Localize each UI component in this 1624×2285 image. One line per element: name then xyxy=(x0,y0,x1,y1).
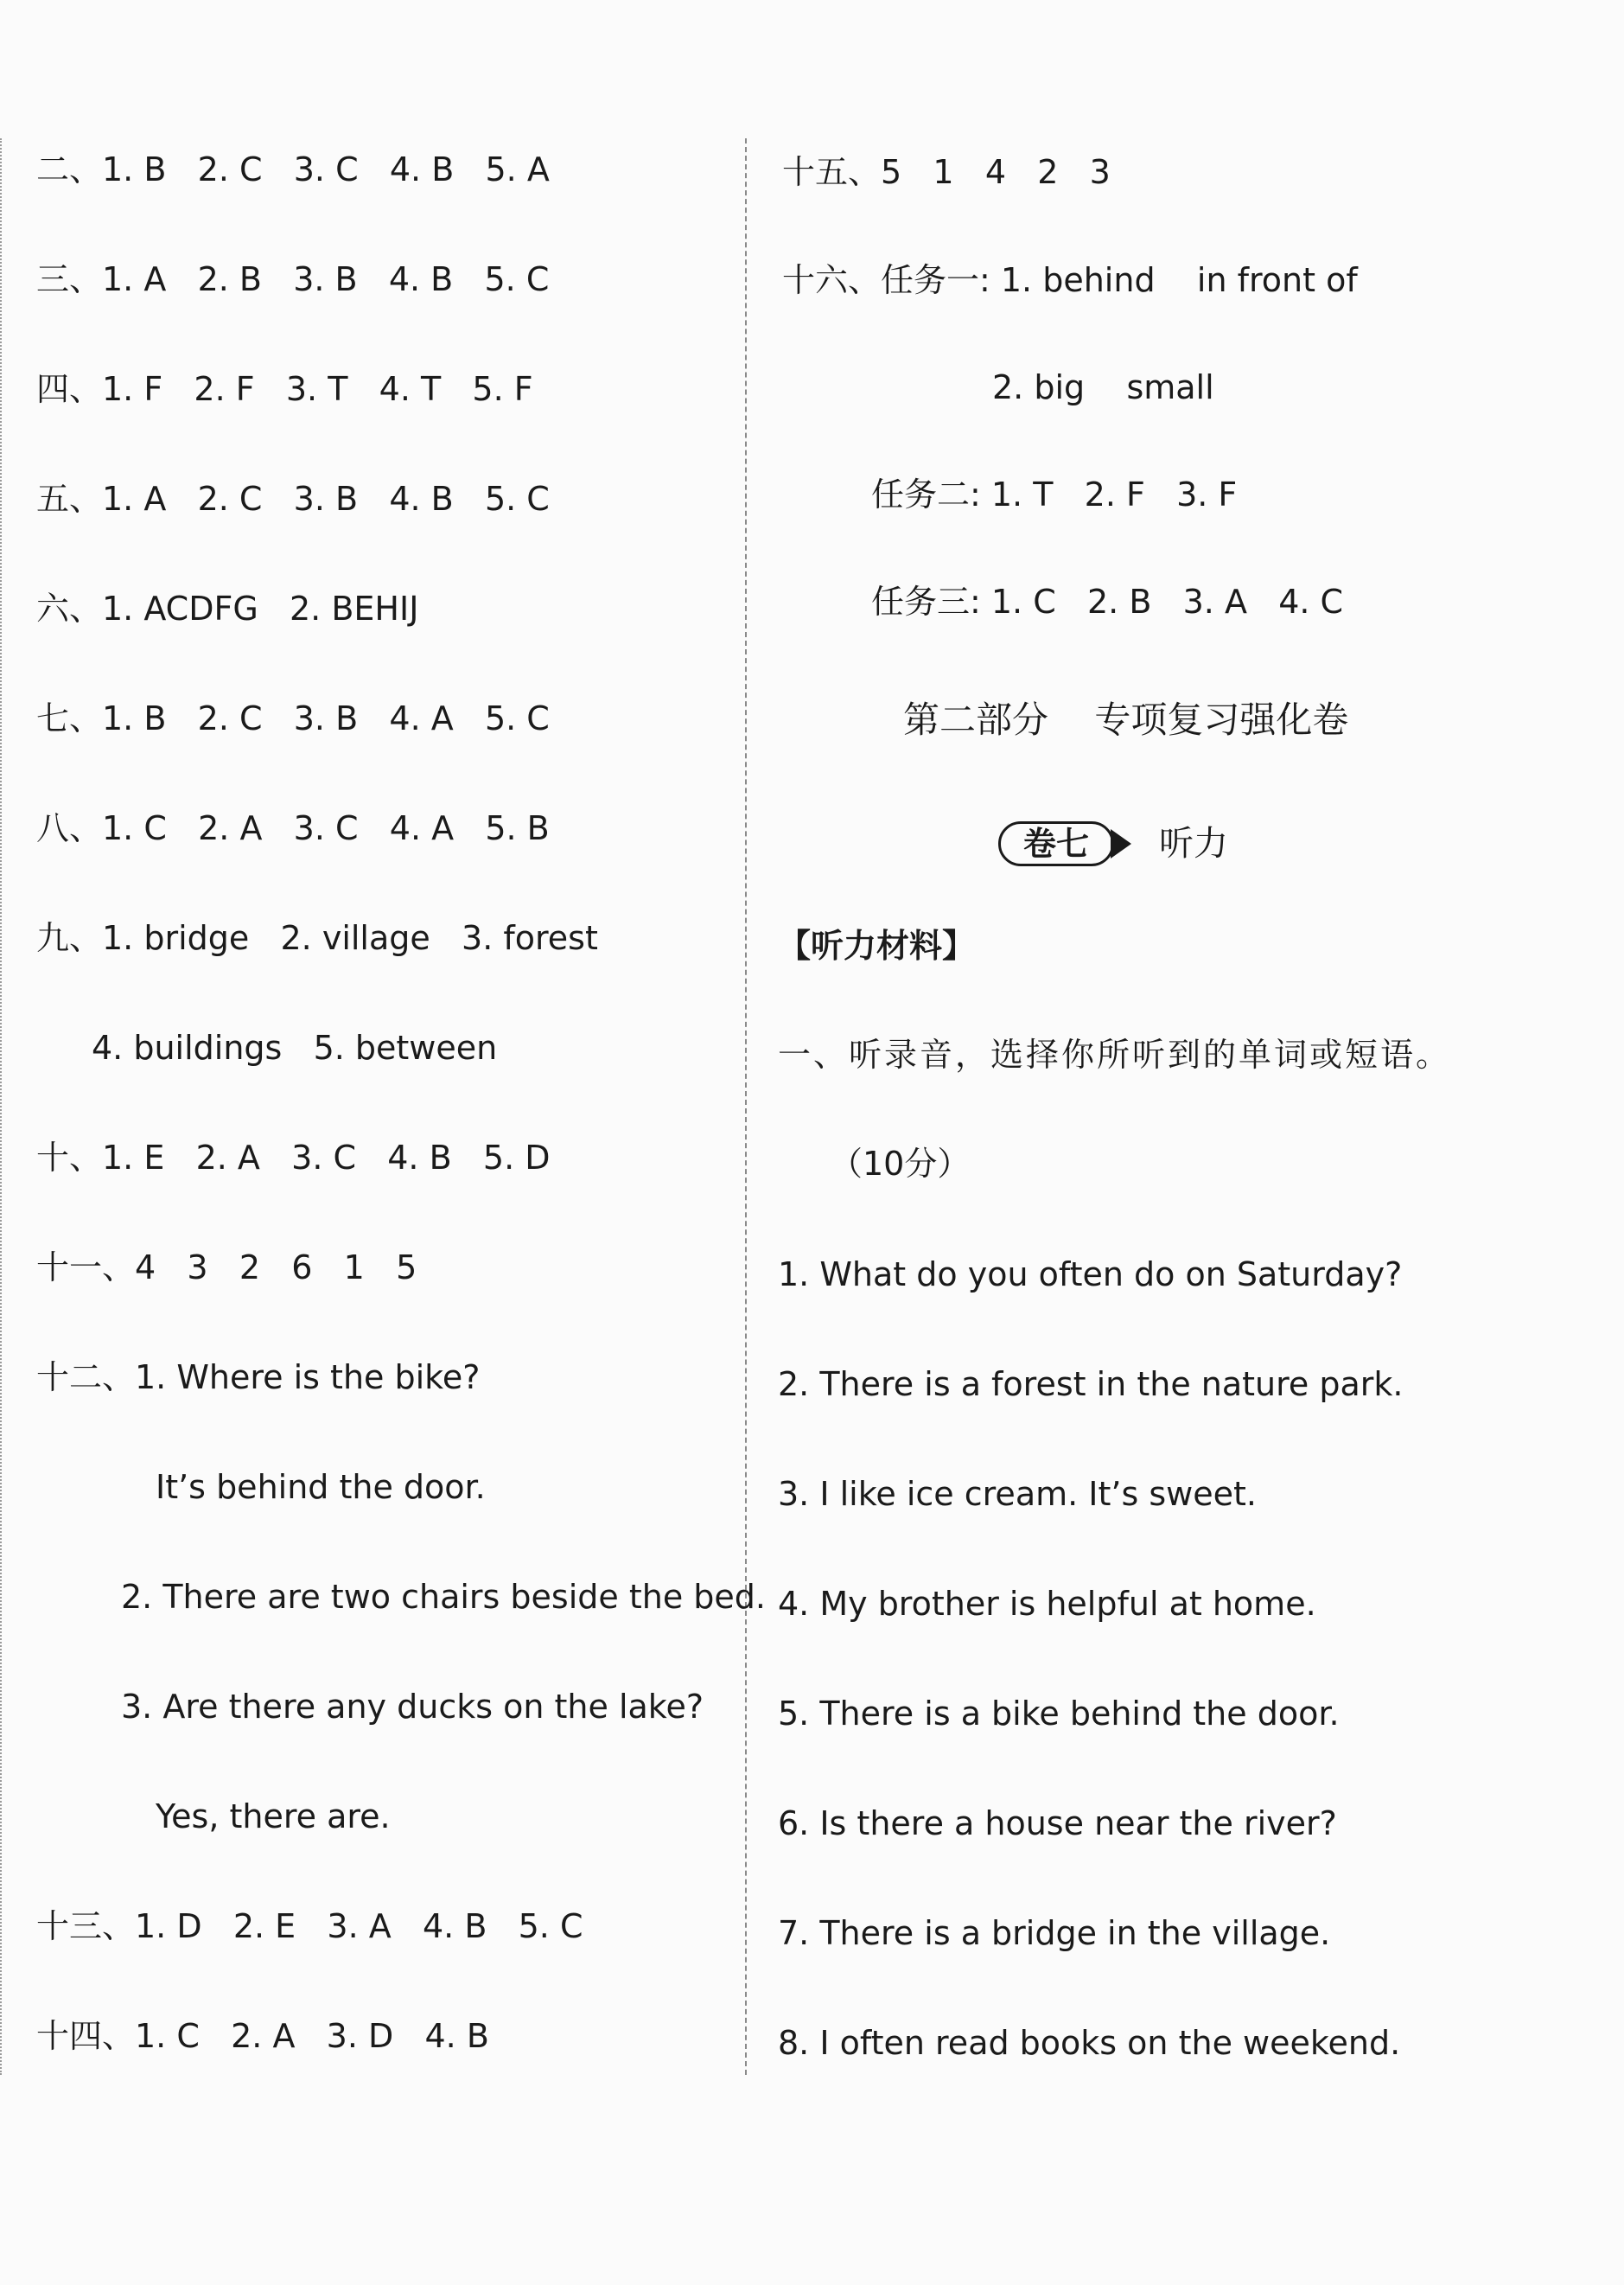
answer-line: 2. There are two chairs beside the bed. xyxy=(121,1578,766,1616)
column-divider xyxy=(745,138,747,2075)
listening-item: 7. There is a bridge in the village. xyxy=(778,1914,1331,1952)
instruction-score: （10分） xyxy=(830,1145,971,1183)
answer-line: 任务二: 1. T 2. F 3. F xyxy=(871,476,1238,514)
section-title: 第二部分 专项复习强化卷 xyxy=(903,699,1349,741)
answer-line: 五、1. A 2. C 3. B 4. B 5. C xyxy=(36,480,550,518)
listening-item: 8. I often read books on the weekend. xyxy=(778,2024,1401,2062)
listening-item: 2. There is a forest in the nature park. xyxy=(778,1365,1404,1403)
answer-line: 八、1. C 2. A 3. C 4. A 5. B xyxy=(36,809,550,847)
listening-item: 3. I like ice cream. It’s sweet. xyxy=(778,1475,1257,1513)
answer-line: 4. buildings 5. between xyxy=(92,1029,498,1067)
answer-line: It’s behind the door. xyxy=(156,1468,486,1506)
answer-line: 十、1. E 2. A 3. C 4. B 5. D xyxy=(36,1139,551,1177)
answer-line: 七、1. B 2. C 3. B 4. A 5. C xyxy=(36,699,550,737)
instruction-text: 一、听录音，选择你所听到的单词或短语。 xyxy=(778,1036,1452,1074)
answer-line: 2. big small xyxy=(992,368,1214,406)
answer-line: 十一、4 3 2 6 1 5 xyxy=(36,1248,417,1286)
answer-line: 十六、任务一: 1. behind in front of xyxy=(782,261,1358,299)
answer-line: 任务三: 1. C 2. B 3. A 4. C xyxy=(871,583,1344,621)
answer-line: 十五、5 1 4 2 3 xyxy=(782,153,1111,191)
answer-line: 十四、1. C 2. A 3. D 4. B xyxy=(36,2017,489,2055)
answer-line: 三、1. A 2. B 3. B 4. B 5. C xyxy=(36,260,550,298)
paper-topic: 听力 xyxy=(1159,824,1229,864)
listening-item: 1. What do you often do on Saturday? xyxy=(778,1255,1403,1293)
answer-line: 十二、1. Where is the bike? xyxy=(36,1358,481,1396)
answer-line: 九、1. bridge 2. village 3. forest xyxy=(36,919,598,957)
answer-line: 六、1. ACDFG 2. BEHIJ xyxy=(36,590,419,628)
listening-item: 6. Is there a house near the river? xyxy=(778,1804,1337,1842)
listening-item: 4. My brother is helpful at home. xyxy=(778,1585,1316,1623)
left-margin-rule xyxy=(0,138,2,2075)
badge-arrow-icon xyxy=(1111,829,1131,858)
answer-line: 3. Are there any ducks on the lake? xyxy=(121,1688,704,1726)
answer-line: 二、1. B 2. C 3. C 4. B 5. A xyxy=(36,150,550,188)
answer-line: Yes, there are. xyxy=(156,1797,391,1835)
paper-number-badge: 卷七 xyxy=(998,821,1114,866)
answer-line: 十三、1. D 2. E 3. A 4. B 5. C xyxy=(36,1907,583,1945)
listening-item: 5. There is a bike behind the door. xyxy=(778,1695,1340,1733)
answer-line: 四、1. F 2. F 3. T 4. T 5. F xyxy=(36,370,533,408)
material-header: 【听力材料】 xyxy=(778,927,976,965)
paper-badge xyxy=(998,820,1228,868)
